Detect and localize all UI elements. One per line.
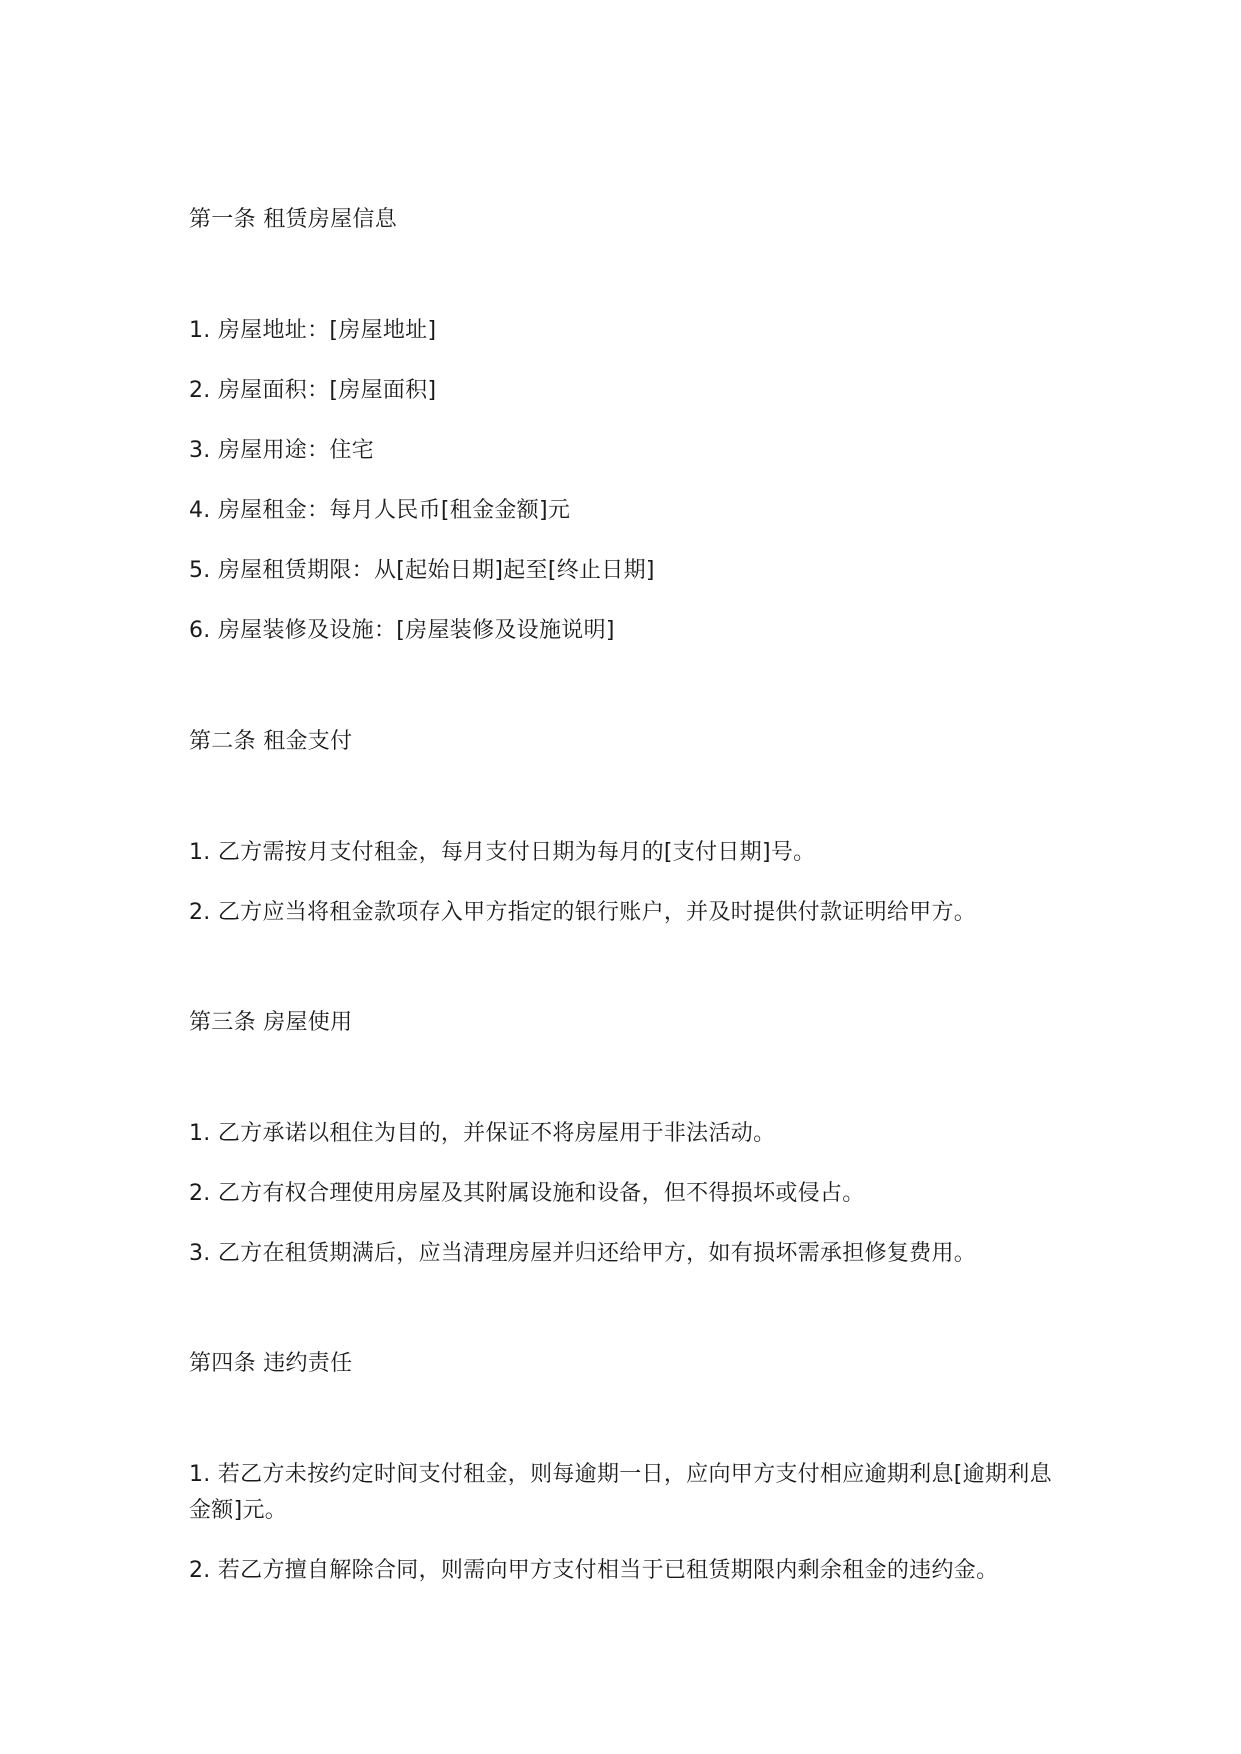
- list-item: 2. 若乙方擅自解除合同，则需向甲方支付相当于已租赁期限内剩余租金的违约金。: [189, 1558, 999, 1583]
- list-item: 1. 乙方承诺以租住为目的，并保证不将房屋用于非法活动。: [189, 1121, 776, 1146]
- list-item: 4. 房屋租金：每月人民币[租金金额]元: [189, 498, 571, 523]
- section-heading: 第三条 房屋使用: [189, 1010, 353, 1035]
- section-heading: 第二条 租金支付: [189, 729, 353, 754]
- list-item: 3. 乙方在租赁期满后，应当清理房屋并归还给甲方，如有损坏需承担修复费用。: [189, 1241, 977, 1266]
- list-item: 2. 乙方有权合理使用房屋及其附属设施和设备，但不得损坏或侵占。: [189, 1181, 865, 1206]
- list-item: 1. 若乙方未按约定时间支付租金，则每逾期一日，应向甲方支付相应逾期利息[逾期利息金额]元。: [189, 1462, 1052, 1523]
- list-item: 1. 房屋地址：[房屋地址]: [189, 318, 437, 343]
- list-item: 2. 乙方应当将租金款项存入甲方指定的银行账户，并及时提供付款证明给甲方。: [189, 900, 977, 925]
- section-heading: 第四条 违约责任: [189, 1351, 353, 1376]
- list-item: 1. 乙方需按月支付租金，每月支付日期为每月的[支付日期]号。: [189, 840, 816, 865]
- list-item: 6. 房屋装修及设施：[房屋装修及设施说明]: [189, 618, 615, 643]
- list-item: 3. 房屋用途：住宅: [189, 438, 374, 463]
- list-item: 5. 房屋租赁期限：从[起始日期]起至[终止日期]: [189, 558, 655, 583]
- list-item: 2. 房屋面积：[房屋面积]: [189, 378, 437, 403]
- section-heading: 第一条 租赁房屋信息: [189, 207, 397, 232]
